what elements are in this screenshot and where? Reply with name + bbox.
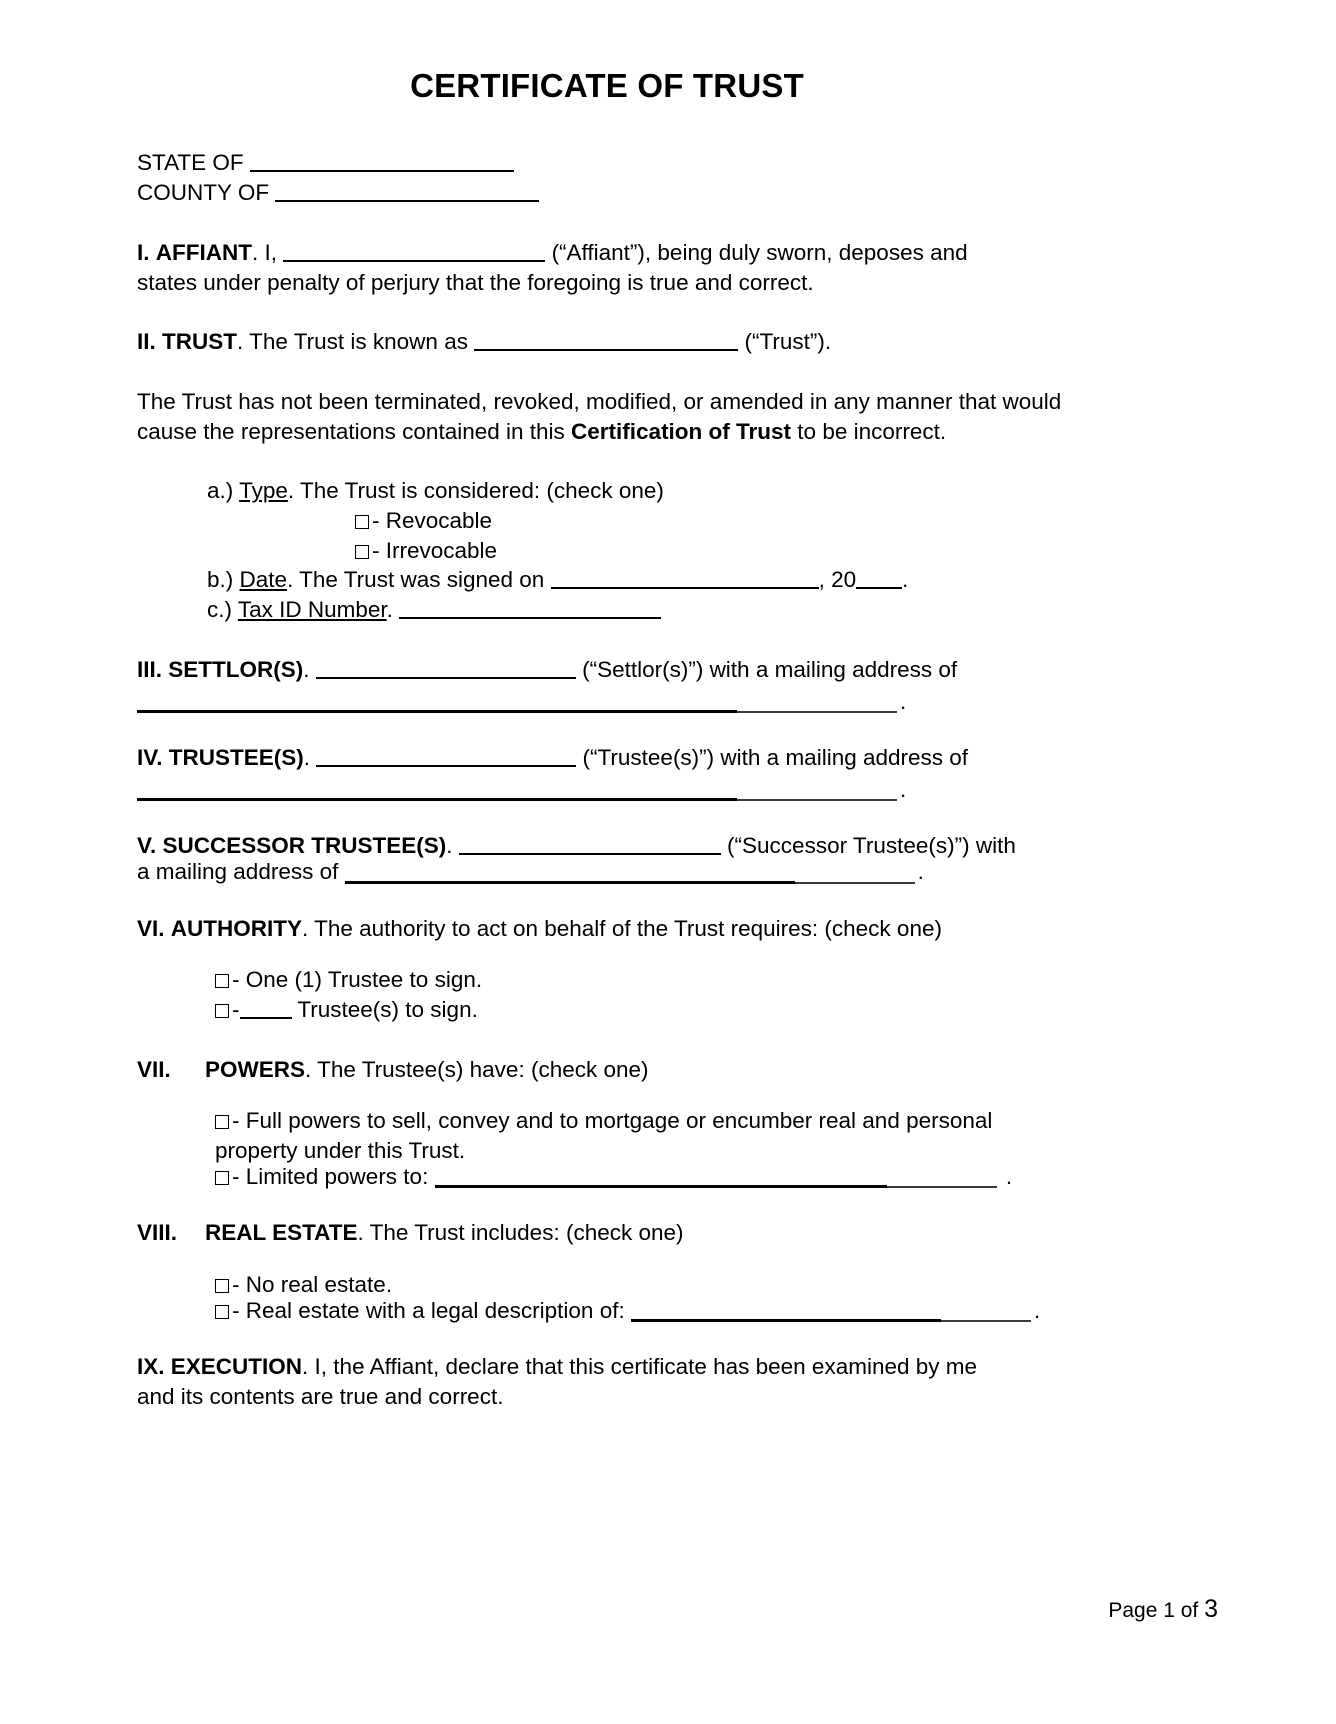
trustees-text-before: .: [303, 745, 310, 771]
trust-item-a-heading: [207, 476, 1077, 506]
trustees-address-input-line-tail[interactable]: [737, 783, 897, 801]
checkbox-revocable[interactable]: [355, 515, 369, 529]
authority-line-1: [137, 914, 1077, 944]
trustees-heading: TRUSTEE(S): [168, 745, 304, 771]
option-revocable-label: - Revocable: [372, 507, 493, 533]
trustees-line-1: [137, 743, 1077, 773]
checkbox-n-trustees[interactable]: [215, 1004, 229, 1018]
state-row: [137, 148, 1077, 178]
section-powers: [137, 1055, 1077, 1189]
successor-text-after: (“Successor Trustee(s)”) with: [727, 833, 1016, 859]
item-c-underlined: Tax ID Number: [237, 597, 387, 623]
authority-heading: AUTHORITY: [170, 915, 303, 941]
section-successor-trustees: [137, 831, 1077, 883]
trust-year-input-line[interactable]: [856, 565, 902, 589]
trust-heading: TRUST: [162, 329, 238, 355]
real-estate-heading-body: [205, 1218, 1077, 1248]
powers-option-limited-after: .: [1005, 1163, 1013, 1189]
authority-option-one-trustee[interactable]: [137, 965, 1077, 995]
checkbox-limited-powers[interactable]: [215, 1171, 229, 1185]
trustees-address-period: .: [900, 776, 907, 802]
affiant-number: I.: [137, 239, 150, 265]
real-estate-option-legal-before: - Real estate with a legal description of:: [232, 1297, 625, 1323]
real-estate-option-legal-after: .: [1033, 1297, 1041, 1323]
page-footer: [1108, 1595, 1218, 1624]
authority-option-one-label: - One (1) Trustee to sign.: [232, 967, 483, 993]
settlors-address-period: .: [900, 688, 907, 714]
powers-number: VII.: [137, 1056, 171, 1082]
footer-page-prefix: Page 1 of: [1108, 1599, 1205, 1622]
trust-paragraph-part2: to be incorrect.: [791, 418, 947, 444]
checkbox-irrevocable[interactable]: [355, 545, 369, 559]
trust-paragraph: [137, 387, 1077, 446]
section-trust: [137, 327, 1077, 357]
execution-text-1: . I, the Affiant, declare that this certificate has been examined by me: [302, 1354, 978, 1380]
option-revocable[interactable]: [207, 506, 1077, 536]
affiant-line-2: states under penalty of perjury that the foregoing is true and correct.: [137, 269, 814, 295]
trust-item-c: [137, 595, 1077, 625]
trustees-text-after: (“Trustee(s)”) with a mailing address of: [582, 745, 969, 771]
limited-powers-input-line-tail[interactable]: [887, 1170, 997, 1188]
execution-line-2: and its contents are true and correct.: [137, 1383, 504, 1409]
execution-number: IX.: [137, 1354, 165, 1380]
trust-item-a: [137, 476, 1077, 565]
affiant-heading: AFFIANT: [155, 239, 253, 265]
county-label: COUNTY OF: [137, 180, 270, 206]
powers-heading-body: [205, 1055, 1077, 1085]
limited-powers-input-line[interactable]: [435, 1169, 887, 1188]
item-c-marker: c.): [207, 597, 232, 623]
real-estate-option-none[interactable]: [137, 1270, 1077, 1300]
trustees-address-row: [137, 776, 1077, 802]
authority-text: . The authority to act on behalf of the Trust requires: (check one): [302, 915, 942, 941]
real-estate-option-none-label: - No real estate.: [232, 1271, 393, 1297]
settlors-text-before: .: [303, 656, 310, 682]
option-irrevocable-label: - Irrevocable: [372, 537, 498, 563]
trustees-name-input-line[interactable]: [316, 743, 576, 767]
checkbox-full-powers[interactable]: [215, 1115, 229, 1129]
tax-id-input-line[interactable]: [399, 595, 661, 619]
affiant-text-before: . I,: [252, 239, 278, 265]
real-estate-heading: REAL ESTATE: [205, 1220, 358, 1246]
trust-line-1: [137, 327, 1077, 357]
item-b-marker: b.): [207, 567, 234, 593]
successor-address-input-line[interactable]: [345, 865, 795, 884]
option-irrevocable[interactable]: [207, 536, 1077, 566]
trust-text-before: . The Trust is known as: [237, 329, 468, 355]
powers-line-1: [137, 1055, 1077, 1085]
powers-option-full[interactable]: [137, 1106, 1077, 1165]
successor-address-label: a mailing address of: [137, 859, 339, 885]
section-settlors: [137, 655, 1077, 713]
successor-address-input-line-tail[interactable]: [795, 866, 915, 884]
legal-description-input-line-tail[interactable]: [941, 1304, 1031, 1322]
checkbox-no-real-estate[interactable]: [215, 1279, 229, 1293]
settlors-name-input-line[interactable]: [316, 655, 576, 679]
trust-item-b: [137, 565, 1077, 595]
item-b-text-before: . The Trust was signed on: [287, 567, 545, 593]
trust-name-input-line[interactable]: [474, 327, 738, 351]
section-execution: [137, 1352, 1077, 1411]
settlors-address-input-line[interactable]: [137, 694, 737, 713]
item-b-underlined: Date: [239, 567, 288, 593]
county-input-line[interactable]: [275, 178, 539, 202]
powers-text: . The Trustee(s) have: (check one): [305, 1056, 649, 1082]
item-a-underlined: Type: [239, 478, 288, 504]
checkbox-one-trustee[interactable]: [215, 974, 229, 988]
document-content: [137, 0, 1077, 1411]
item-c-text: .: [386, 597, 393, 623]
jurisdiction-block: [137, 148, 1077, 207]
trustees-number: IV.: [137, 745, 163, 771]
powers-option-limited-before: - Limited powers to:: [232, 1163, 429, 1189]
checkbox-real-estate-legal[interactable]: [215, 1305, 229, 1319]
authority-number: VI.: [137, 915, 165, 941]
powers-option-full-label-1: - Full powers to sell, convey and to mortgage or encumber real and personal: [232, 1108, 993, 1134]
real-estate-line-1: [137, 1218, 1077, 1248]
trust-date-input-line[interactable]: [551, 565, 819, 589]
trustee-count-input-line[interactable]: [240, 995, 292, 1019]
execution-heading: EXECUTION: [170, 1354, 303, 1380]
affiant-line-1: [137, 238, 1077, 268]
settlors-address-row: [137, 688, 1077, 714]
section-real-estate: [137, 1218, 1077, 1322]
footer-total-pages: 3: [1204, 1595, 1218, 1623]
state-input-line[interactable]: [250, 148, 514, 172]
execution-line-1: [137, 1352, 1077, 1382]
affiant-text-after: (“Affiant”), being duly sworn, deposes and: [551, 239, 968, 265]
affiant-name-input-line[interactable]: [283, 238, 545, 262]
county-row: [137, 178, 1077, 208]
trust-number: II.: [137, 329, 156, 355]
section-trustees: [137, 743, 1077, 801]
trust-paragraph-bold: Certification of Trust: [571, 418, 792, 444]
powers-heading: POWERS: [205, 1056, 306, 1082]
successor-line-1: [137, 831, 1077, 861]
trustees-address-input-line[interactable]: [137, 782, 737, 801]
successor-heading: SUCCESSOR TRUSTEE(S): [162, 833, 447, 859]
item-a-marker: a.): [207, 478, 234, 504]
authority-option-two-before: -: [232, 996, 240, 1022]
item-a-text: . The Trust is considered: (check one): [287, 478, 664, 504]
successor-number: V.: [137, 833, 157, 859]
authority-option-two-after: Trustee(s) to sign.: [297, 996, 478, 1022]
settlors-heading: SETTLOR(S): [168, 656, 304, 682]
successor-address-period: .: [917, 859, 924, 885]
real-estate-text: . The Trust includes: (check one): [357, 1220, 684, 1246]
settlors-line-1: [137, 655, 1077, 685]
page-title: CERTIFICATE OF TRUST: [410, 67, 804, 104]
powers-option-full-line1: [215, 1106, 1077, 1136]
state-label: STATE OF: [137, 150, 244, 176]
trust-text-after: (“Trust”).: [744, 329, 832, 355]
legal-description-input-line[interactable]: [631, 1303, 941, 1322]
item-b-text-after: .: [902, 567, 909, 593]
item-b-text-middle: , 20: [818, 567, 857, 593]
section-affiant: [137, 238, 1077, 297]
section-authority: [137, 914, 1077, 1025]
successor-text-before: .: [446, 833, 453, 859]
settlors-number: III.: [137, 656, 163, 682]
real-estate-option-legal[interactable]: [137, 1297, 1077, 1323]
successor-address-row: [137, 861, 1077, 884]
successor-name-input-line[interactable]: [459, 831, 721, 855]
authority-option-n-trustees[interactable]: [137, 995, 1077, 1025]
powers-option-limited[interactable]: [137, 1163, 1077, 1189]
trust-paragraph-part1: The Trust has not been terminated, revoked, modified, or amended in any manner that would cause the representations contained in this: [137, 388, 1062, 444]
settlors-text-after: (“Settlor(s)”) with a mailing address of: [582, 656, 958, 682]
settlors-address-input-line-tail[interactable]: [737, 695, 897, 713]
real-estate-number: VIII.: [137, 1220, 178, 1246]
powers-option-full-line2: property under this Trust.: [215, 1138, 466, 1164]
